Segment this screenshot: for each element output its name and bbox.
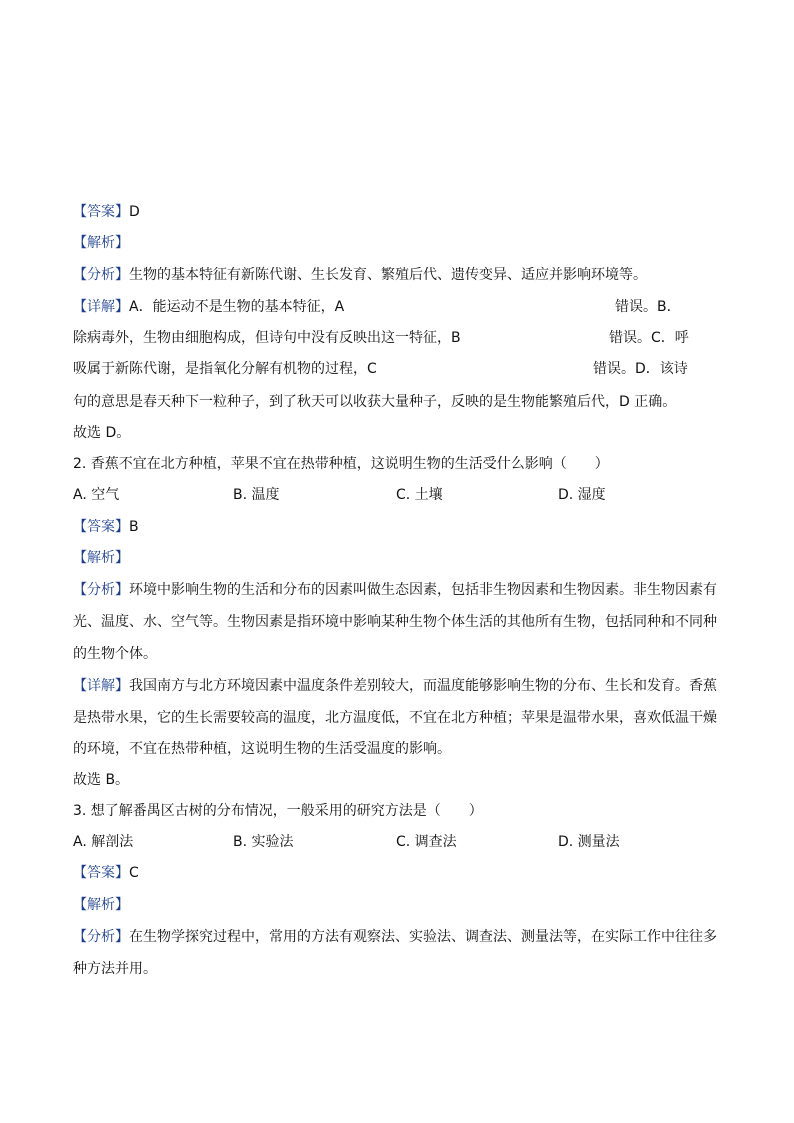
analysis-heading: 【解析】 (73, 235, 129, 251)
q1-fenxi-line (73, 265, 647, 285)
fenxi-text: 生物的基本特征有新陈代谢、生长发育、繁殖后代、遗传变异、适应并影响环境等。 (129, 267, 647, 283)
xiangjie-tag: 【详解】 (73, 678, 129, 694)
q2-fenxi-line1 (73, 580, 717, 600)
q2-fenxi-line2: 光、温度、水、空气等。生物因素是指环境中影响某种生物个体生活的其他所有生物，包括同种和不同种 (73, 614, 717, 630)
fenxi-text: 在生物学探究过程中，常用的方法有观察法、实验法、调查法、测量法等，在实际工作中往往多 (129, 929, 717, 945)
q3-option-d: D. 测量法 (558, 834, 620, 850)
q3-answer-line (73, 863, 139, 883)
q3-analysis-heading (73, 895, 129, 915)
q3-option-b: B. 实验法 (233, 834, 294, 850)
q2-detail-line2: 是热带水果，它的生长需要较高的温度，北方温度低，不宜在北方种植；苹果是温带水果，喜欢低温干燥 (73, 710, 717, 726)
q1-detail-line2: 除病毒外，生物由细胞构成，但诗句中没有反映出这一特征，B (73, 330, 461, 346)
q1-detail-line1 (73, 297, 344, 317)
analysis-heading: 【解析】 (73, 897, 129, 913)
q3-option-c: C. 调查法 (396, 834, 457, 850)
q2-option-d: D. 湿度 (558, 487, 606, 503)
q2-fenxi-line3: 的生物个体。 (73, 646, 157, 662)
q3-fenxi-line2: 种方法并用。 (73, 961, 157, 977)
q2-option-a: A. 空气 (73, 487, 120, 503)
q1-detail-line2-right: 错误。C．呼 (609, 330, 689, 346)
q1-detail-line1-right: 错误。B． (615, 299, 681, 315)
answer-tag: 【答案】 (73, 519, 129, 535)
q1-detail-line3-right: 错误。D．该诗 (593, 361, 688, 377)
fenxi-tag: 【分析】 (73, 929, 129, 945)
q3-stem: 3. 想了解番禺区古树的分布情况，一般采用的研究方法是（ ） (73, 803, 483, 819)
q3-option-a: A. 解剖法 (73, 834, 134, 850)
q1-analysis-heading (73, 233, 129, 253)
analysis-heading: 【解析】 (73, 550, 129, 566)
fenxi-tag: 【分析】 (73, 267, 129, 283)
answer-tag: 【答案】 (73, 865, 129, 881)
answer-value: D (129, 204, 140, 220)
q2-option-b: B. 温度 (233, 487, 280, 503)
xiangjie-tag: 【详解】 (73, 299, 129, 315)
answer-value: C (129, 865, 139, 881)
q2-detail-line1 (73, 676, 717, 696)
detail-text: 我国南方与北方环境因素中温度条件差别较大，而温度能够影响生物的分布、生长和发育。香蕉 (129, 678, 717, 694)
q2-conclusion: 故选 B。 (73, 772, 130, 788)
q2-option-c: C. 土壤 (396, 487, 443, 503)
fenxi-tag: 【分析】 (73, 582, 129, 598)
q1-answer-line (73, 202, 140, 222)
fenxi-text: 环境中影响生物的生活和分布的因素叫做生态因素，包括非生物因素和生物因素。非生物因素有 (129, 582, 717, 598)
answer-tag: 【答案】 (73, 204, 129, 220)
detail-text: A．能运动不是生物的基本特征，A (129, 299, 345, 315)
answer-value: B (129, 519, 139, 535)
q3-fenxi-line1 (73, 927, 717, 947)
q1-conclusion: 故选 D。 (73, 425, 131, 441)
q2-answer-line (73, 517, 139, 537)
q2-detail-line3: 的环境，不宜在热带种植，这说明生物的生活受温度的影响。 (73, 741, 451, 757)
q1-detail-line4: 句的意思是春天种下一粒种子，到了秋天可以收获大量种子，反映的是生物能繁殖后代，D 正确。 (73, 394, 677, 410)
q1-detail-line3: 吸属于新陈代谢，是指氧化分解有机物的过程，C (73, 361, 377, 377)
q2-stem: 2. 香蕉不宜在北方种植，苹果不宜在热带种植，这说明生物的生活受什么影响（ ） (73, 456, 609, 472)
q2-analysis-heading (73, 548, 129, 568)
